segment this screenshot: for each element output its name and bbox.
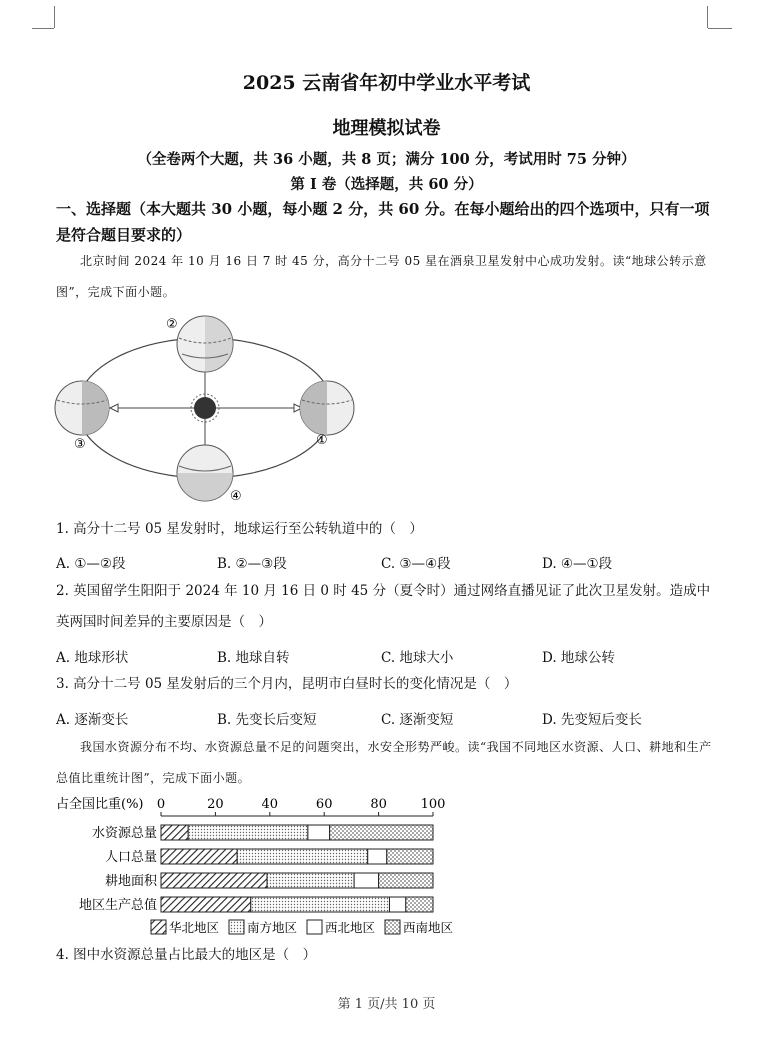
x-tick-label: 60 bbox=[315, 797, 333, 812]
legend-label: 南方地区 bbox=[247, 920, 298, 935]
legend-swatch bbox=[229, 920, 244, 934]
sun bbox=[194, 397, 216, 419]
group1-stem: 北京时间 2024 年 10 月 16 日 7 时 45 分，高分十二号 05 星在酒泉卫星发射中心成功发射。读“地球公转示意图”，完成下面小题。 bbox=[56, 254, 707, 299]
legend-swatch bbox=[307, 920, 322, 934]
legend-swatch bbox=[385, 920, 400, 934]
q1-option-d: D. ④—①段 bbox=[542, 556, 613, 572]
bar-segment bbox=[161, 849, 237, 864]
bar-segment bbox=[354, 873, 378, 888]
q3-option-c: C. 逐渐变短 bbox=[381, 712, 454, 728]
x-tick-label: 80 bbox=[370, 797, 387, 812]
q2-option-c: C. 地球大小 bbox=[381, 650, 454, 666]
legend-label: 华北地区 bbox=[169, 920, 220, 935]
label-1: ① bbox=[316, 433, 328, 448]
bar-segment bbox=[188, 825, 308, 840]
bar-segment bbox=[237, 849, 368, 864]
question-1 bbox=[56, 514, 716, 545]
q3-option-d: D. 先变短后变长 bbox=[542, 712, 642, 728]
bar-segment bbox=[406, 897, 433, 912]
crop-mark-top-left bbox=[32, 28, 54, 29]
q3-option-a: A. 逐渐变长 bbox=[56, 712, 129, 728]
exam-title: 2025 云南省年初中学业水平考试 bbox=[242, 72, 531, 94]
stacked-bar-chart bbox=[56, 792, 476, 942]
legend-swatch bbox=[151, 920, 166, 934]
q2-option-d: D. 地球公转 bbox=[542, 650, 615, 666]
label-3: ③ bbox=[74, 437, 86, 452]
bar-segment bbox=[267, 873, 354, 888]
earth-revolution-figure bbox=[52, 308, 364, 508]
section-heading: 一、选择题（本大题共 30 小题，每小题 2 分，共 60 分。在每小题给出的四个选项中，只有一项是符合题目要求的） bbox=[56, 200, 710, 244]
bar-segment bbox=[251, 897, 390, 912]
category-label: 水资源总量 bbox=[91, 826, 157, 841]
legend-label: 西南地区 bbox=[403, 920, 454, 935]
bar-segment bbox=[389, 897, 405, 912]
label-4: ④ bbox=[230, 489, 242, 504]
earth-position-1 bbox=[300, 381, 354, 435]
question-3-text: 3. 高分十二号 05 星发射后的三个月内，昆明市白昼时长的变化情况是（ ） bbox=[56, 676, 518, 692]
earth-position-3 bbox=[55, 381, 109, 435]
q1-option-b: B. ②—③段 bbox=[217, 556, 287, 572]
bar-segment bbox=[161, 825, 188, 840]
bar-segment bbox=[379, 873, 433, 888]
q2-option-b: B. 地球自转 bbox=[217, 650, 290, 666]
bar-segment bbox=[308, 825, 330, 840]
part-heading: 第 I 卷（选择题，共 60 分） bbox=[290, 176, 483, 193]
bar-segment bbox=[161, 897, 251, 912]
crop-mark-top-right bbox=[708, 28, 732, 29]
category-label: 耕地面积 bbox=[104, 874, 157, 889]
earth-position-2 bbox=[177, 316, 233, 372]
orbit-arrow-left bbox=[110, 404, 118, 412]
q3-option-b: B. 先变长后变短 bbox=[217, 712, 317, 728]
earth-position-4 bbox=[177, 445, 233, 501]
q1-option-c: C. ③—④段 bbox=[381, 556, 451, 572]
q2-option-a: A. 地球形状 bbox=[56, 650, 129, 666]
bar-segment bbox=[330, 825, 433, 840]
label-2: ② bbox=[166, 317, 178, 332]
exam-subtitle: 地理模拟试卷 bbox=[332, 118, 441, 139]
category-label: 地区生产总值 bbox=[78, 898, 157, 913]
question-4-text: 4. 图中水资源总量占比最大的地区是（ ） bbox=[56, 947, 317, 963]
question-1-text: 1. 高分十二号 05 星发射时，地球运行至公转轨道中的（ ） bbox=[56, 521, 423, 537]
exam-note: （全卷两个大题，共 36 小题，共 8 页；满分 100 分，考试用时 75 分钟） bbox=[137, 151, 636, 168]
bar-segment bbox=[387, 849, 433, 864]
q1-option-a: A. ①—②段 bbox=[56, 556, 126, 572]
category-label: 人口总量 bbox=[104, 850, 157, 865]
crop-mark-top-right-v bbox=[707, 6, 708, 28]
x-tick-label: 100 bbox=[420, 797, 446, 812]
chart-ylabel: 占全国比重(%) bbox=[56, 797, 144, 812]
bar-segment bbox=[368, 849, 387, 864]
question-2-text: 2. 英国留学生阳阳于 2024 年 10 月 16 日 0 时 45 分（夏令时）通过网络直播见证了此次卫星发射。造成中英两国时间差异的主要原因是（ ） bbox=[56, 583, 711, 630]
page-footer: 第 1 页/共 10 页 bbox=[337, 997, 436, 1012]
x-tick-label: 40 bbox=[261, 797, 279, 812]
group2-stem: 我国水资源分布不均、水资源总量不足的问题突出，水安全形势严峻。读“我国不同地区水资源、人口、耕地和生产总值比重统计图”，完成下面小题。 bbox=[56, 740, 712, 785]
crop-mark-top-left-v bbox=[54, 6, 55, 28]
legend-label: 西北地区 bbox=[325, 920, 376, 935]
bar-segment bbox=[161, 873, 267, 888]
x-tick-label: 0 bbox=[156, 797, 166, 812]
x-tick-label: 20 bbox=[207, 797, 224, 812]
